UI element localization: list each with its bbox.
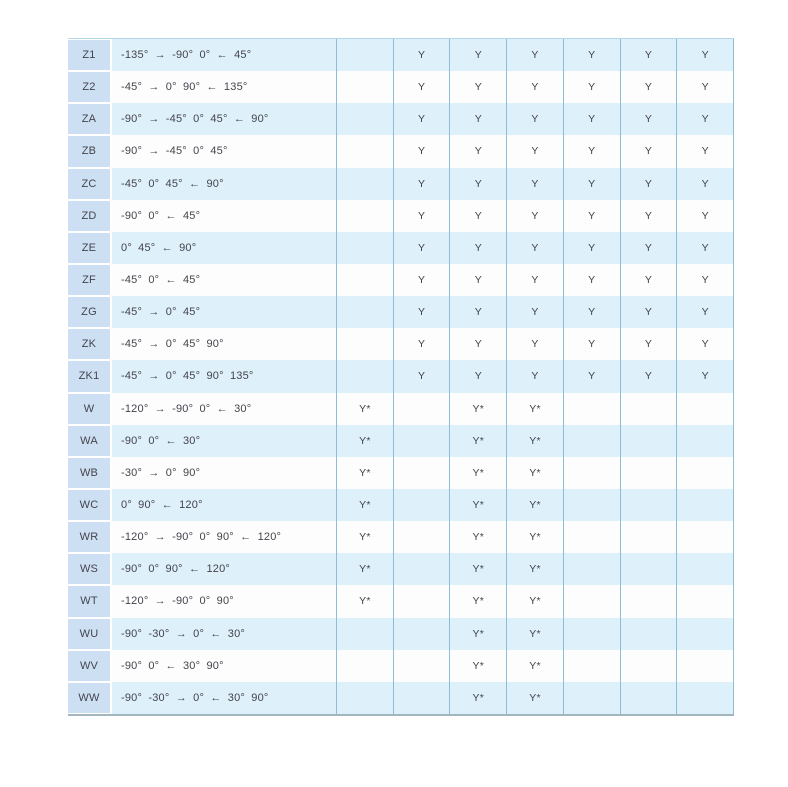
availability-cell: Y* [507, 489, 564, 521]
availability-cell [337, 618, 394, 650]
row-code: ZB [68, 136, 110, 166]
row-angle-sequence: -45° → 0° 45° 90° 135° [112, 360, 337, 392]
availability-cell [564, 618, 621, 650]
availability-cell: Y [394, 328, 451, 360]
availability-cell [677, 553, 734, 585]
row-code: WT [68, 586, 110, 616]
availability-cell [394, 585, 451, 617]
row-angle-sequence: -90° -30° → 0° ← 30° 90° [112, 682, 337, 714]
availability-cell [337, 135, 394, 167]
availability-cell [677, 457, 734, 489]
table-row [68, 168, 734, 200]
table-row [68, 618, 734, 650]
row-code: WV [68, 651, 110, 681]
availability-cell: Y* [337, 425, 394, 457]
availability-cell: Y* [450, 618, 507, 650]
availability-cell: Y* [337, 393, 394, 425]
availability-cell: Y* [507, 682, 564, 714]
availability-cell [677, 650, 734, 682]
availability-cell: Y [394, 71, 451, 103]
availability-cell: Y* [507, 650, 564, 682]
availability-cell: Y* [507, 585, 564, 617]
row-code: Z1 [68, 40, 110, 70]
table-row [68, 650, 734, 682]
table-row [68, 296, 734, 328]
availability-cell [564, 650, 621, 682]
row-code: WC [68, 490, 110, 520]
availability-cell: Y* [337, 585, 394, 617]
row-angle-sequence: -45° → 0° 45° [112, 296, 337, 328]
table-row [68, 489, 734, 521]
availability-cell [337, 360, 394, 392]
availability-cell: Y [621, 296, 678, 328]
table-row [68, 264, 734, 296]
availability-cell [337, 103, 394, 135]
availability-cell [621, 457, 678, 489]
availability-cell: Y* [507, 618, 564, 650]
availability-cell [337, 39, 394, 71]
availability-cell: Y* [507, 521, 564, 553]
row-angle-sequence: -30° → 0° 90° [112, 457, 337, 489]
availability-cell: Y [507, 264, 564, 296]
availability-cell: Y [507, 296, 564, 328]
availability-cell: Y [450, 200, 507, 232]
row-angle-sequence: -90° 0° 90° ← 120° [112, 553, 337, 585]
availability-cell: Y* [337, 553, 394, 585]
availability-cell: Y [677, 39, 734, 71]
table-row [68, 585, 734, 617]
availability-cell [564, 425, 621, 457]
availability-cell: Y [394, 168, 451, 200]
row-code: ZG [68, 297, 110, 327]
availability-cell: Y [564, 71, 621, 103]
row-angle-sequence: -90° 0° ← 45° [112, 200, 337, 232]
availability-cell: Y [677, 360, 734, 392]
availability-cell: Y [394, 135, 451, 167]
availability-cell [394, 618, 451, 650]
availability-cell [394, 521, 451, 553]
angle-variants-table [68, 38, 734, 716]
availability-cell: Y [450, 168, 507, 200]
availability-cell: Y* [450, 650, 507, 682]
availability-cell [564, 489, 621, 521]
availability-cell [564, 585, 621, 617]
table-row [68, 232, 734, 264]
availability-cell: Y [450, 232, 507, 264]
availability-cell: Y* [450, 393, 507, 425]
availability-cell: Y* [450, 585, 507, 617]
availability-cell [621, 682, 678, 714]
availability-cell [621, 393, 678, 425]
availability-cell: Y [621, 135, 678, 167]
table-row [68, 553, 734, 585]
availability-cell [394, 650, 451, 682]
availability-cell: Y [677, 296, 734, 328]
availability-cell [677, 425, 734, 457]
availability-cell: Y [621, 200, 678, 232]
availability-cell: Y [677, 328, 734, 360]
availability-cell: Y [394, 360, 451, 392]
row-angle-sequence: -90° -30° → 0° ← 30° [112, 618, 337, 650]
availability-cell [337, 264, 394, 296]
availability-cell: Y [394, 296, 451, 328]
availability-cell: Y [564, 264, 621, 296]
availability-cell: Y* [507, 553, 564, 585]
availability-cell: Y [507, 232, 564, 264]
availability-cell: Y* [450, 457, 507, 489]
availability-cell [621, 425, 678, 457]
availability-cell [394, 489, 451, 521]
table-row [68, 328, 734, 360]
availability-cell: Y [450, 103, 507, 135]
availability-cell [337, 650, 394, 682]
availability-cell: Y [621, 103, 678, 135]
availability-cell [677, 682, 734, 714]
availability-cell [564, 457, 621, 489]
availability-cell [394, 457, 451, 489]
availability-cell: Y [394, 103, 451, 135]
availability-cell: Y [450, 328, 507, 360]
table-row [68, 39, 734, 71]
availability-cell: Y [621, 39, 678, 71]
availability-cell: Y [677, 200, 734, 232]
availability-cell [564, 682, 621, 714]
availability-cell [677, 618, 734, 650]
availability-cell: Y [507, 135, 564, 167]
row-angle-sequence: -120° → -90° 0° ← 30° [112, 393, 337, 425]
availability-cell: Y [507, 200, 564, 232]
availability-cell: Y [564, 39, 621, 71]
availability-cell: Y [564, 328, 621, 360]
table-row [68, 682, 734, 714]
row-code: Z2 [68, 72, 110, 102]
availability-cell: Y [677, 264, 734, 296]
availability-cell: Y* [337, 457, 394, 489]
availability-cell: Y [564, 168, 621, 200]
availability-cell: Y [564, 232, 621, 264]
availability-cell: Y [507, 71, 564, 103]
availability-cell: Y [394, 264, 451, 296]
row-code: WR [68, 522, 110, 552]
availability-cell: Y [394, 232, 451, 264]
row-angle-sequence: 0° 90° ← 120° [112, 489, 337, 521]
row-code: ZC [68, 169, 110, 199]
table-row [68, 71, 734, 103]
row-code: W [68, 394, 110, 424]
availability-cell: Y [621, 232, 678, 264]
availability-cell: Y [677, 168, 734, 200]
availability-cell: Y [621, 168, 678, 200]
table-row [68, 425, 734, 457]
availability-cell: Y* [450, 425, 507, 457]
availability-cell: Y* [507, 457, 564, 489]
table-row [68, 200, 734, 232]
row-code: ZD [68, 201, 110, 231]
row-angle-sequence: -135° → -90° 0° ← 45° [112, 39, 337, 71]
availability-cell [677, 585, 734, 617]
availability-cell [337, 328, 394, 360]
availability-cell [394, 425, 451, 457]
row-angle-sequence: -45° → 0° 45° 90° [112, 328, 337, 360]
availability-cell: Y* [450, 489, 507, 521]
availability-cell: Y* [450, 682, 507, 714]
row-angle-sequence: -45° 0° 45° ← 90° [112, 168, 337, 200]
availability-cell: Y [677, 135, 734, 167]
availability-cell: Y* [450, 553, 507, 585]
table-row [68, 393, 734, 425]
availability-cell: Y [564, 200, 621, 232]
availability-cell: Y* [337, 489, 394, 521]
availability-cell [337, 168, 394, 200]
availability-cell: Y* [450, 521, 507, 553]
table-row [68, 103, 734, 135]
availability-cell: Y [564, 135, 621, 167]
availability-cell: Y [450, 71, 507, 103]
availability-cell [677, 521, 734, 553]
availability-cell: Y [621, 71, 678, 103]
availability-cell: Y [677, 103, 734, 135]
row-angle-sequence: -45° → 0° 90° ← 135° [112, 71, 337, 103]
availability-cell: Y [677, 232, 734, 264]
availability-cell: Y [564, 360, 621, 392]
row-code: ZA [68, 104, 110, 134]
availability-cell [621, 650, 678, 682]
availability-cell [621, 618, 678, 650]
row-angle-sequence: -90° → -45° 0° 45° [112, 135, 337, 167]
table-row [68, 521, 734, 553]
availability-cell: Y [450, 39, 507, 71]
row-code: ZK1 [68, 361, 110, 391]
row-code: ZF [68, 265, 110, 295]
availability-cell: Y [450, 264, 507, 296]
availability-cell: Y [564, 296, 621, 328]
availability-cell [621, 553, 678, 585]
availability-cell: Y* [507, 425, 564, 457]
row-code: WU [68, 619, 110, 649]
availability-cell: Y* [337, 521, 394, 553]
row-code: WS [68, 554, 110, 584]
availability-cell [621, 521, 678, 553]
availability-cell: Y [621, 328, 678, 360]
row-angle-sequence: -90° → -45° 0° 45° ← 90° [112, 103, 337, 135]
row-angle-sequence: -120° → -90° 0° 90° ← 120° [112, 521, 337, 553]
table-row [68, 360, 734, 392]
row-code: WB [68, 458, 110, 488]
availability-cell: Y [564, 103, 621, 135]
availability-cell [564, 521, 621, 553]
availability-cell [394, 682, 451, 714]
availability-cell: Y* [507, 393, 564, 425]
row-angle-sequence: -90° 0° ← 30° [112, 425, 337, 457]
table-row [68, 457, 734, 489]
availability-cell: Y [507, 360, 564, 392]
availability-cell [394, 393, 451, 425]
availability-cell [564, 553, 621, 585]
row-angle-sequence: 0° 45° ← 90° [112, 232, 337, 264]
row-code: ZE [68, 233, 110, 263]
availability-cell [337, 200, 394, 232]
availability-cell [621, 489, 678, 521]
availability-cell: Y [507, 39, 564, 71]
availability-cell: Y [621, 360, 678, 392]
table-row [68, 135, 734, 167]
availability-cell: Y [450, 135, 507, 167]
availability-cell [394, 553, 451, 585]
row-code: ZK [68, 329, 110, 359]
availability-cell: Y [507, 168, 564, 200]
availability-cell [564, 393, 621, 425]
row-angle-sequence: -90° 0° ← 30° 90° [112, 650, 337, 682]
availability-cell [337, 71, 394, 103]
availability-cell [337, 296, 394, 328]
availability-cell: Y [507, 328, 564, 360]
row-angle-sequence: -120° → -90° 0° 90° [112, 585, 337, 617]
availability-cell: Y [450, 360, 507, 392]
availability-cell [677, 393, 734, 425]
availability-cell: Y [450, 296, 507, 328]
availability-cell [677, 489, 734, 521]
availability-cell [337, 682, 394, 714]
availability-cell [621, 585, 678, 617]
availability-cell: Y [394, 39, 451, 71]
row-code: WW [68, 683, 110, 713]
availability-cell [337, 232, 394, 264]
availability-cell: Y [394, 200, 451, 232]
row-code: WA [68, 426, 110, 456]
row-angle-sequence: -45° 0° ← 45° [112, 264, 337, 296]
availability-cell: Y [621, 264, 678, 296]
availability-cell: Y [507, 103, 564, 135]
availability-cell: Y [677, 71, 734, 103]
